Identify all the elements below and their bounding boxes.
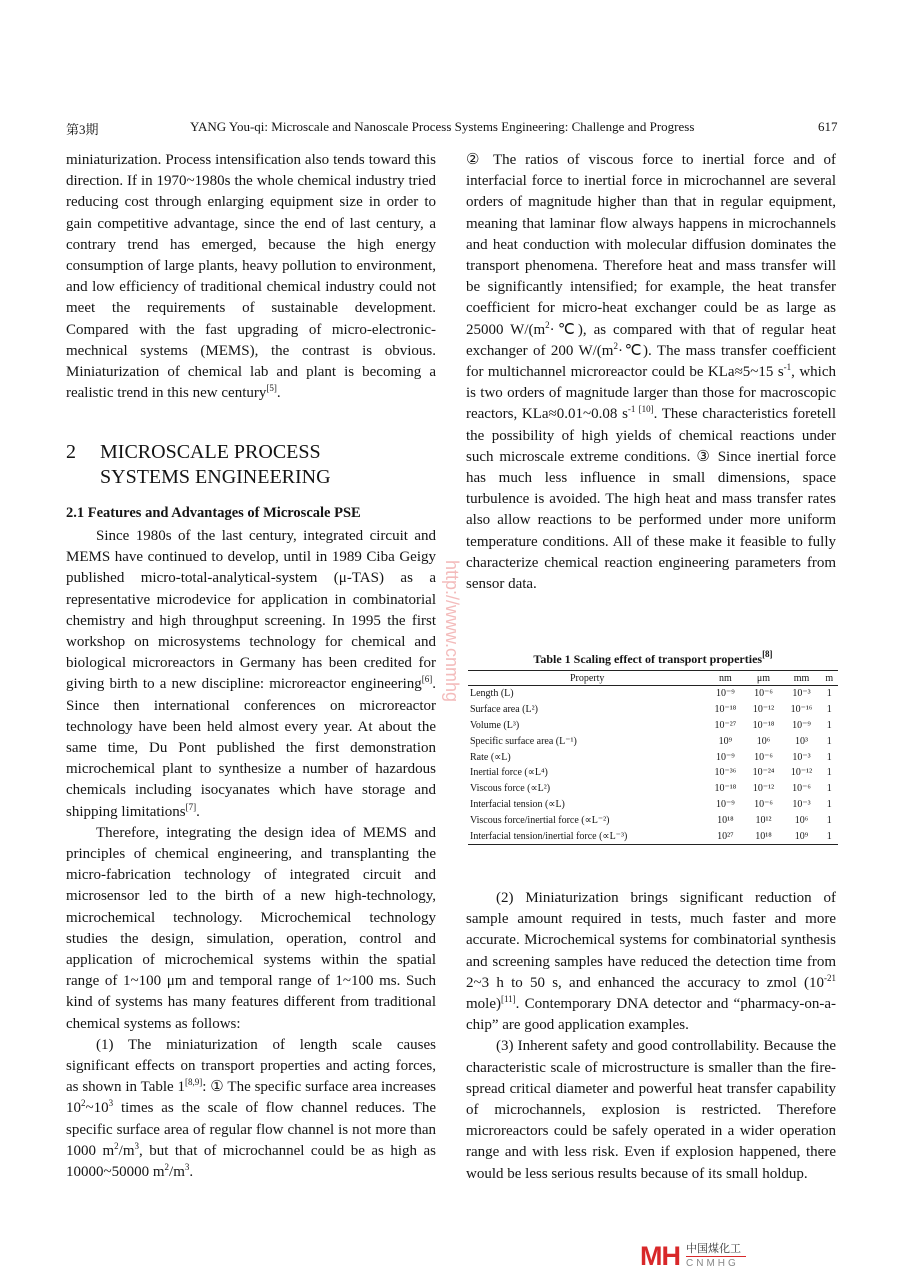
table-cell: 10⁻²⁷ xyxy=(714,719,737,731)
column-header: μm xyxy=(744,671,782,686)
table-cell: 1 xyxy=(826,767,832,779)
table-cell: 10⁻³ xyxy=(792,751,811,763)
column-header: Property xyxy=(468,671,706,686)
text-run: /m xyxy=(169,1164,185,1181)
text-run: ~10 xyxy=(85,1100,109,1117)
table-row xyxy=(468,749,838,765)
superscript: 2 xyxy=(545,319,550,330)
table-cell: 10¹⁸ xyxy=(755,830,772,842)
column-header: m xyxy=(821,671,838,686)
text-run: . Since then international conferences on microreactor technology have been held almost every year. At about the same time, Du Pont published the first demonstration microchemical plant to synthesize a number of hazardous chemicals including isocyanates which have storage and shipping limitations xyxy=(66,676,436,820)
superscript: 3 xyxy=(184,1162,190,1173)
table-cell: 1 xyxy=(826,735,832,747)
text-run: miniaturization. Process intensification also tends toward this direction. If in 1970~1980s the whole chemical industry tried reducing cost through enlarging equipment size in order to gain competitive advantage, since the end of last century, a contrary trend has emerged, because the high energy consumption of large plants, heavy pollution to environment, and low efficiency of traditional chemical industry could not meet the requirements of sustainable development. Compared with the fast upgrading of micro-electronic-mechnical systems (MEMS), the contrast is obvious. Miniaturization of chemical lab and plant is becoming a realistic trend in this new century xyxy=(66,152,436,402)
table-cell: Volume (L³) xyxy=(470,719,520,731)
left-paragraph-4 xyxy=(66,1035,436,1183)
table-row xyxy=(468,733,838,749)
superscript: -21 xyxy=(824,972,836,983)
text-run: . xyxy=(189,1164,194,1181)
superscript: 2 xyxy=(164,1162,170,1173)
table-cell: 10³ xyxy=(795,735,809,747)
table-row xyxy=(468,686,838,702)
table-cell: 1 xyxy=(826,830,832,842)
text-run: (3) Inherent safety and good controllability. Because the characteristic scale of microstructure is smaller than the fire-spread critical diameter and powerful heat transfer capability of microchannels, explosion is restricted. Therefore microreactors could be safely operated in a wider operation range and with less risk. Even if explosion happened, there would be less serious results because of its small holdup. xyxy=(466,1038,836,1182)
text-run: (1) The miniaturization of length scale causes significant effects on transport properties and acting forces, as shown in Table 1 xyxy=(66,1036,436,1096)
text-run: . xyxy=(276,385,281,402)
table-cell: 10⁻³ xyxy=(792,688,811,700)
table-cell: 1 xyxy=(826,798,832,810)
table-row xyxy=(468,702,838,718)
journal-issue: 第3期 xyxy=(66,122,99,137)
superscript: [5] xyxy=(266,383,277,394)
running-title: YANG You-qi: Microscale and Nanoscale Process Systems Engineering: Challenge and Progress xyxy=(190,119,695,134)
superscript: [7] xyxy=(185,801,197,812)
text-run: : ① The specific surface area increases 10 xyxy=(66,1079,436,1117)
text-run: /m xyxy=(118,1142,135,1159)
text-run: mole) xyxy=(466,996,501,1013)
text-run: ·℃), as compared with that of regular heat exchanger of 200 W/(m xyxy=(466,321,837,359)
superscript: 3 xyxy=(108,1098,114,1109)
table-cell: 10¹² xyxy=(755,814,772,826)
logo-chinese: 中国煤化工 xyxy=(686,1243,741,1255)
table-cell: 10⁻¹² xyxy=(790,767,813,779)
table-cell: Viscous force (∝L²) xyxy=(470,783,551,795)
table-cell: 1 xyxy=(826,704,832,716)
right-paragraph-3 xyxy=(466,1036,836,1184)
table-row xyxy=(468,765,838,781)
superscript: 2 xyxy=(81,1098,86,1109)
text-run: times as the scale of flow channel reduces. The specific surface area of regular flow channel is not more than 1000 m xyxy=(66,1100,436,1159)
text-run: Since 1980s of the last century, integrated circuit and MEMS have continued to develop, until in 1989 Ciba Geigy published micro-total-analytical-system (μ-TAS) as a representative microdevice for application in combinatorial chemistry and high throughput screening. In 1995 the first workshop on microsystems technology for chemical and biological microreactors in Germany has been credited for giving birth to a new discipline: microreactor engineering xyxy=(66,528,436,693)
table-cell: 10⁻³ xyxy=(792,798,811,810)
page-number: 617 xyxy=(818,119,838,134)
right-paragraph-1 xyxy=(466,150,836,595)
table-cell: 10⁻⁹ xyxy=(716,688,735,700)
table-cell: 10⁻¹⁸ xyxy=(714,783,737,795)
text-run: . xyxy=(196,803,200,820)
text-run: ② The ratios of viscous force to inertial force and of interfacial force to inertial force in microchannel are several orders of magnitude higher than that in regular equipment, meaning that laminar flow always happens in microchannels and heat conduction with molecular diffusion dominates the transport phenomena. Therefore heat and mass transfer will be significantly intensified; for example, the heat transfer coefficient for micro-heat exchanger could be as large as 25000 W/(m xyxy=(466,152,836,338)
table-cell: Length (L) xyxy=(470,688,514,700)
table-cell: 10⁻⁶ xyxy=(792,783,811,795)
superscript: 2 xyxy=(114,1140,119,1151)
section-heading xyxy=(66,440,331,490)
text-run: , but that of microchannel could be as high as 10000~50000 m xyxy=(66,1142,436,1181)
table-cell: 1 xyxy=(826,814,832,826)
table-cell: 10⁶ xyxy=(756,735,771,747)
text-run: (2) Miniaturization brings significant reduction of sample amount required in tests, much faster and more accurate. Microchemical systems for combinatorial synthesis and screening samples have reduced the detection time from 2~3 h to 50 s, and enhanced the accuracy to zmol (10 xyxy=(466,890,836,991)
url-watermark: http://www.cnmhg xyxy=(442,560,462,703)
table-cell: Interfacial tension/inertial force (∝L⁻³) xyxy=(470,830,628,842)
left-paragraph-3 xyxy=(66,823,436,1035)
text-run: . Contemporary DNA detector and “pharmacy-on-a-chip” are good application examples. xyxy=(466,996,836,1034)
text-run: ·℃). The mass transfer coefficient for multichannel microreactor could be KLa≈5~15 s xyxy=(466,342,837,381)
table-row xyxy=(468,781,838,797)
table-cell: 10⁻⁹ xyxy=(716,798,735,810)
section-number: 2 xyxy=(66,441,76,463)
table-cell: 10⁻¹² xyxy=(752,783,775,795)
table-cell: 10⁻²⁴ xyxy=(752,767,775,779)
table-row xyxy=(468,812,838,828)
subsection-heading: 2.1 Features and Advantages of Microscale PSE xyxy=(66,505,361,521)
table-title: Table 1 Scaling effect of transport properties[8] xyxy=(533,649,773,666)
table-cell: 10⁻¹⁸ xyxy=(714,704,737,716)
table-cell: 10⁻⁶ xyxy=(754,751,773,763)
table-row xyxy=(468,828,838,844)
table-cell: 10⁻⁹ xyxy=(716,751,735,763)
superscript: -1 [10] xyxy=(627,404,654,415)
column-header: nm xyxy=(706,671,744,686)
right-paragraph-2 xyxy=(466,888,836,1036)
superscript: [8,9] xyxy=(185,1077,203,1088)
table-cell: Rate (∝L) xyxy=(470,751,511,763)
text-run: Therefore, integrating the design idea of MEMS and principles of chemical engineering, and transplanting the micro-fabrication technology of integrated circuit and microsensor led to the birth of a new high-technology, microchemical technology. Microchemical technology studies the design, simulation, operation, control and application of microchemical systems within the spatial range of 1~100 μm and temporal range of 1~100 ms. Such kind of systems has many features different from traditional chemical systems as follows: xyxy=(66,824,436,1032)
superscript: [6] xyxy=(421,674,433,685)
logo-mark: MH xyxy=(640,1241,680,1271)
table-row xyxy=(468,797,838,813)
table-cell: 10⁻³⁶ xyxy=(714,767,737,779)
logo-english: CNMHG xyxy=(686,1258,739,1269)
superscript: [11] xyxy=(501,994,516,1005)
table-cell: Viscous force/inertial force (∝L⁻²) xyxy=(470,814,610,826)
superscript: 2 xyxy=(613,340,618,351)
table-cell: 1 xyxy=(826,751,832,763)
table-cell: 10⁻⁹ xyxy=(792,719,811,731)
table-cell: 1 xyxy=(826,783,832,795)
section-title-line-1: MICROSCALE PROCESS xyxy=(100,441,321,463)
table-cell: 1 xyxy=(826,688,832,700)
table-cell: Inertial force (∝L⁴) xyxy=(470,767,548,779)
table-cell: 10⁹ xyxy=(718,735,733,747)
logo-divider xyxy=(686,1256,746,1257)
table-cell: Surface area (L²) xyxy=(470,704,538,716)
table-cell: 1 xyxy=(826,719,832,731)
table-cell: 10⁹ xyxy=(794,830,809,842)
table-cell: 10¹⁸ xyxy=(717,814,734,826)
table-cell: 10⁶ xyxy=(794,814,809,826)
superscript: 3 xyxy=(134,1140,139,1151)
table-cell: Specific surface area (L⁻¹) xyxy=(470,735,577,747)
text-run: , which is two orders of magnitude larger than those for macroscopic reactors, KLa≈0.01~0.08 s xyxy=(466,364,836,423)
table-cell: 10⁻¹⁸ xyxy=(752,719,775,731)
left-paragraph-1 xyxy=(66,150,436,404)
table-cell: 10⁻¹⁶ xyxy=(790,704,813,716)
table-row xyxy=(468,718,838,734)
table-cell: 10⁻¹² xyxy=(752,704,775,716)
left-paragraph-2 xyxy=(66,526,436,823)
table-cell: Interfacial tension (∝L) xyxy=(470,798,565,810)
cnmhg-logo xyxy=(640,1243,770,1270)
scaling-table xyxy=(468,649,838,845)
superscript: -1 xyxy=(783,362,792,373)
table-cell: 10⁻⁶ xyxy=(754,688,773,700)
text-run: . These characteristics foretell the possibility of high yields of chemical reactions under such microscale extreme conditions. ③ Since inertial force has much less influence in small dimensions, space turbulence is avoided. The high heat and mass transfer rates also allow reactions to be performed under more uniform temperature conditions. All of these make it feasible to fully characterize chemical reaction engineering parameters from sensor data. xyxy=(466,406,836,593)
column-header: mm xyxy=(782,671,820,686)
table-cell: 10⁻⁶ xyxy=(754,798,773,810)
table-cell: 10²⁷ xyxy=(717,830,734,842)
section-title-line-2: SYSTEMS ENGINEERING xyxy=(100,466,331,488)
